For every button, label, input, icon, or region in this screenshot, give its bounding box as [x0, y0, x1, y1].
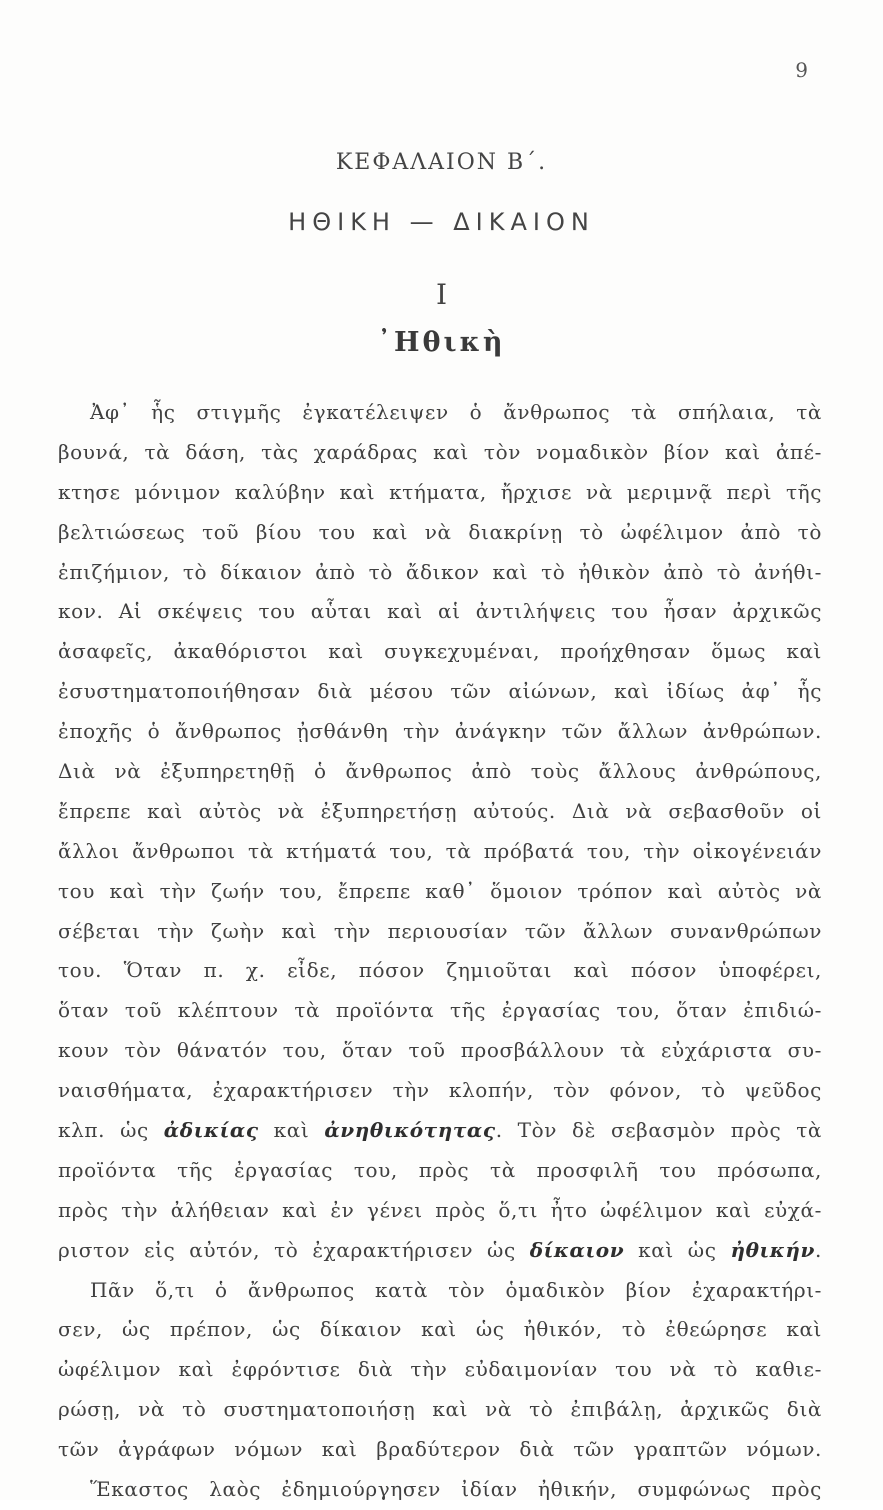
- text-line: βουνά, τὰ δάση, τὰς χαράδρας καὶ τὸν νομαδικὸν βίον καὶ ἀπέ-: [58, 439, 822, 464]
- text-line: ἐσυστηματοποιήθησαν διὰ μέσου τῶν αἰώνων, καὶ ἰδίως ἀφ᾿ ἧς: [58, 679, 822, 704]
- text-line: ἔπρεπε καὶ αὐτὸς νὰ ἐξυπηρετήσῃ αὐτούς. Διὰ νὰ σεβασθοῦν οἱ: [58, 798, 822, 823]
- page-number: 9: [795, 58, 808, 82]
- text-line: προϊόντα τῆς ἐργασίας του, πρὸς τὰ προσφιλῆ του πρόσωπα,: [58, 1157, 822, 1182]
- text-line: σεν, ὡς πρέπον, ὡς δίκαιον καὶ ὡς ἠθικόν, τὸ ἐθεώρησε καὶ: [58, 1317, 822, 1342]
- text-segment: . Τὸν δὲ σεβασμὸν πρὸς τὰ: [495, 1118, 822, 1143]
- text-line: Ἀφ᾿ ἧς στιγμῆς ἐγκατέλειψεν ὁ ἄνθρωπος τὰ σπήλαια, τὰ: [90, 400, 822, 424]
- text-line: ναισθήματα, ἐχαρακτήρισεν τὴν κλοπήν, τὸν φόνον, τὸ ψεῦδος: [58, 1078, 822, 1103]
- text-segment: κλπ. ὡς: [58, 1118, 164, 1143]
- emphasized-term: ἀνηθικότητας: [324, 1118, 496, 1143]
- text-line: τῶν ἀγράφων νόμων καὶ βραδύτερον διὰ τῶν γραπτῶν νόμων.: [58, 1437, 822, 1462]
- text-line: του καὶ τὴν ζωήν του, ἔπρεπε καθ᾿ ὅμοιον τρόπον καὶ αὐτὸς νὰ: [58, 878, 822, 903]
- emphasized-term: δίκαιον: [529, 1237, 625, 1262]
- text-segment: .: [815, 1237, 822, 1262]
- text-line: ὅταν τοῦ κλέπτουν τὰ προϊόντα τῆς ἐργασίας του, ὅταν ἐπιδιώ-: [58, 998, 822, 1023]
- text-line: βελτιώσεως τοῦ βίου του καὶ νὰ διακρίνῃ τὸ ὠφέλιμον ἀπὸ τὸ: [58, 519, 822, 544]
- text-line: κον. Αἱ σκέψεις του αὗται καὶ αἱ ἀντιλήψεις του ἦσαν ἀρχικῶς: [58, 599, 822, 624]
- text-line: ὠφέλιμον καὶ ἐφρόντισε διὰ τὴν εὐδαιμονίαν του νὰ τὸ καθιε-: [58, 1357, 822, 1382]
- text-line: ἐπιζήμιον, τὸ δίκαιον ἀπὸ τὸ ἄδικον καὶ τὸ ἠθικὸν ἀπὸ τὸ ἀνήθι-: [58, 559, 822, 584]
- text-line: πρὸς τὴν ἀλήθειαν καὶ ἐν γένει πρὸς ὅ,τι ἦτο ὠφέλιμον καὶ εὐχά-: [58, 1197, 822, 1222]
- text-line: Διὰ νὰ ἐξυπηρετηθῇ ὁ ἄνθρωπος ἀπὸ τοὺς ἄλλους ἀνθρώπους,: [58, 759, 822, 784]
- text-line: ἐποχῆς ὁ ἄνθρωπος ᾐσθάνθη τὴν ἀνάγκην τῶν ἄλλων ἀνθρώπων.: [58, 719, 822, 744]
- text-line: ἄλλοι ἄνθρωποι τὰ κτήματά του, τὰ πρόβατά του, τὴν οἰκογένειάν: [58, 838, 822, 863]
- text-segment: καὶ: [258, 1118, 325, 1143]
- text-line: [58, 1111, 822, 1151]
- section-number: I: [435, 278, 448, 311]
- text-line: κουν τὸν θάνατόν του, ὅταν τοῦ προσβάλλουν τὰ εὐχάριστα συ-: [58, 1038, 822, 1063]
- text-line: Ἕκαστος λαὸς ἐδημιούργησεν ἰδίαν ἠθικήν, συμφώνως πρὸς: [90, 1477, 822, 1502]
- emphasized-term: ἠθικήν: [730, 1237, 816, 1262]
- emphasized-term: ἀδικίας: [163, 1118, 259, 1143]
- chapter-subtitle: ΗΘΙΚΗ — ΔΙΚΑΙΟΝ: [288, 208, 595, 236]
- chapter-label: ΚΕΦΑΛΑΙΟΝ Β΄.: [335, 150, 548, 175]
- text-line: κτησε μόνιμον καλύβην καὶ κτήματα, ἤρχισε νὰ μεριμνᾷ περὶ τῆς: [58, 479, 822, 504]
- text-line: Πᾶν ὅ,τι ὁ ἄνθρωπος κατὰ τὸν ὁμαδικὸν βίον ἐχαρακτήρι-: [90, 1277, 822, 1302]
- text-line: ἀσαφεῖς, ἀκαθόριστοι καὶ συγκεχυμέναι, προήχθησαν ὅμως καὶ: [58, 639, 822, 664]
- body-text: [58, 393, 822, 1510]
- section-title: ᾿Ηθικὴ: [377, 327, 506, 358]
- text-line: του. Ὅταν π. χ. εἶδε, πόσον ζημιοῦται καὶ πόσον ὑποφέρει,: [58, 958, 822, 983]
- text-segment: ριστον εἰς αὐτόν, τὸ ἐχαρακτήρισεν ὡς: [58, 1237, 530, 1262]
- text-line: [58, 1231, 822, 1271]
- text-segment: καὶ ὡς: [624, 1237, 731, 1262]
- text-line: σέβεται τὴν ζωὴν καὶ τὴν περιουσίαν τῶν ἄλλων συνανθρώπων: [58, 918, 822, 943]
- text-line: ρώσῃ, νὰ τὸ συστηματοποιήσῃ καὶ νὰ τὸ ἐπιβάλῃ, ἀρχικῶς διὰ: [58, 1397, 822, 1422]
